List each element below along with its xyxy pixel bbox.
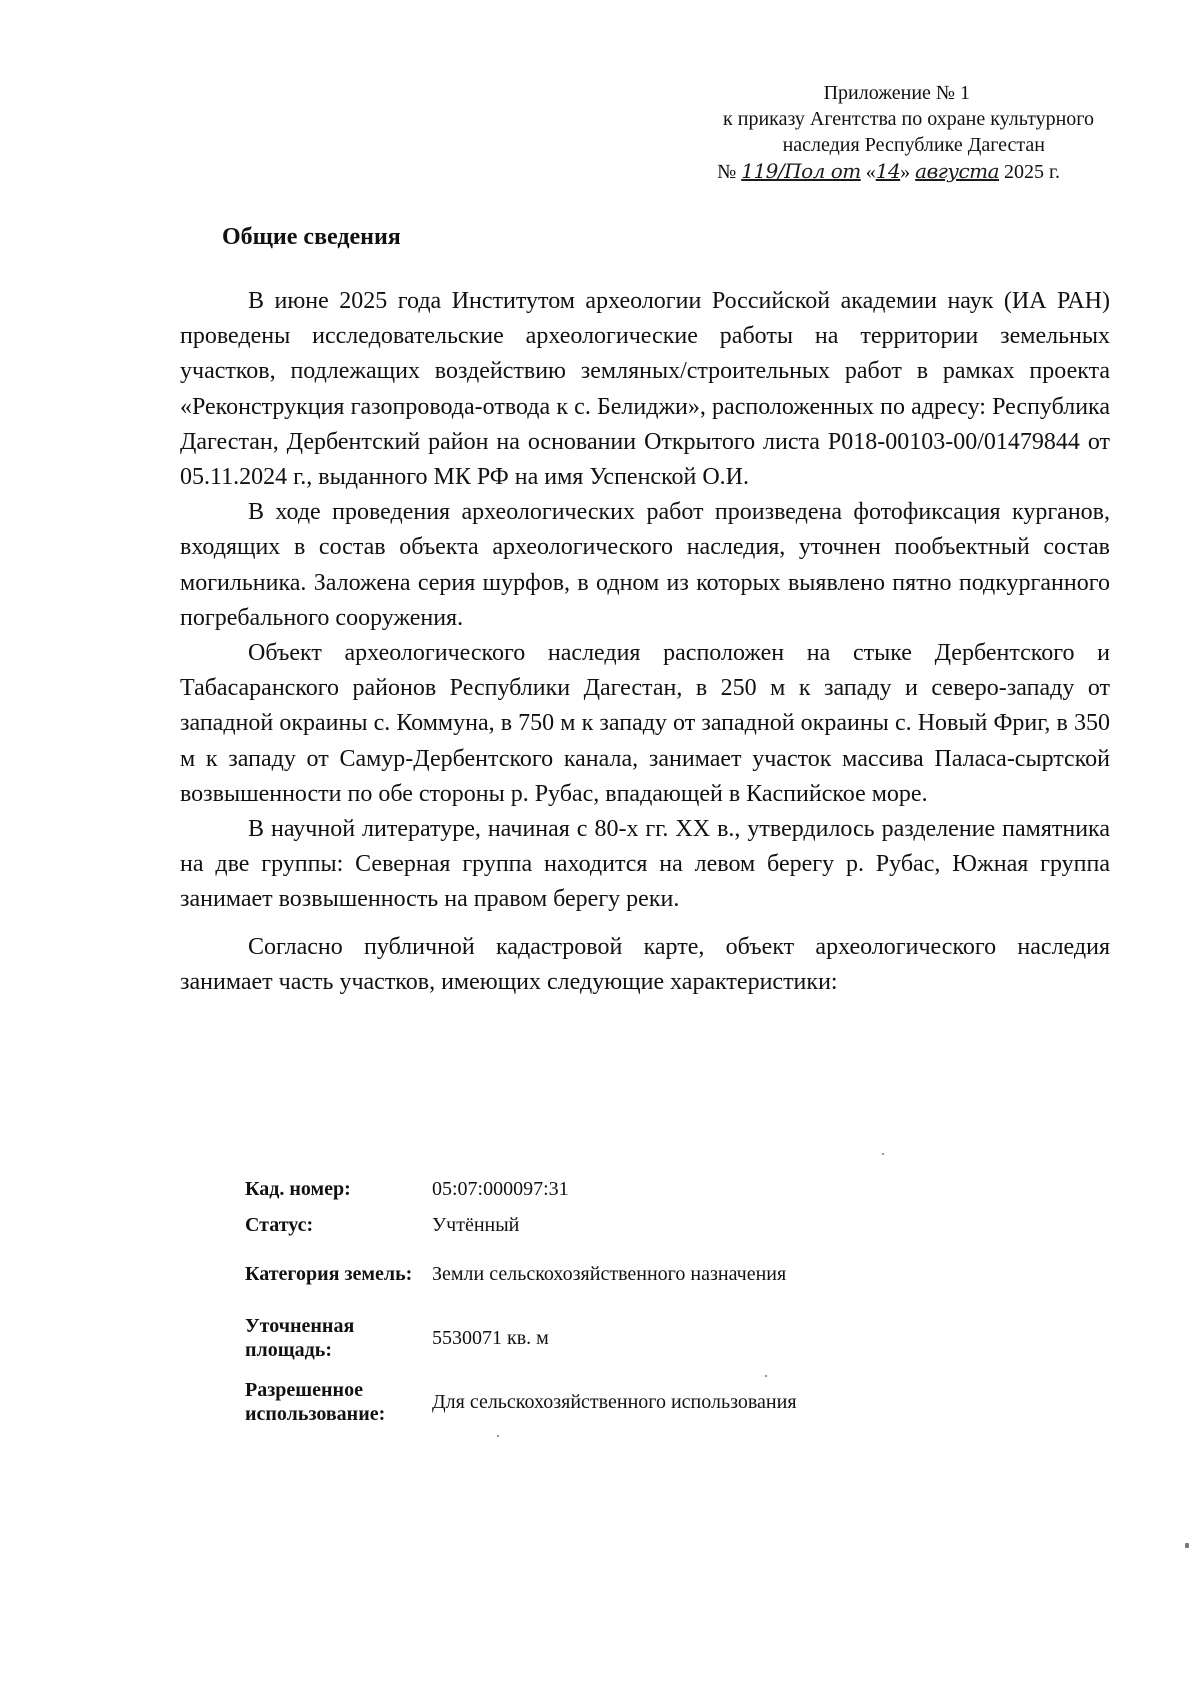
appendix-agency-line: наследия Республике Дагестан: [782, 134, 1045, 156]
cadastral-label: Кад. номер:: [245, 1178, 351, 1200]
cadastral-label: Уточненная площадь:: [245, 1315, 355, 1361]
handwritten-order-number: 119/Пол от: [741, 159, 861, 183]
paragraph-cadastral-intro: Согласно публичной кадастровой карте, объект археологического наследия занимает часть участков, имеющих следующие характеристики:: [180, 933, 1110, 995]
paragraph-location: Объект археологического наследия расположен на стыке Дербентского и Табасаранского районов Республики Дагестан, в 250 м к западу и северо-западу от западной окраины с. Коммуна, в 750 м к западу от западной окраины с. Новый Фриг, в 350 м к западу от Самур-Дербентского канала, занимает участок массива Паласа-сыртской возвышенности по обе стороны р. Рубас, впадающей в Каспийское море.: [180, 640, 1110, 807]
table-row: [245, 1370, 797, 1434]
cadastral-label: Разрешенное использование:: [245, 1379, 386, 1425]
table-row: [245, 1242, 797, 1306]
scan-speck: [882, 1153, 884, 1155]
appendix-order-line: к приказу Агентства по охране культурного: [723, 108, 1094, 130]
table-row: [245, 1306, 797, 1370]
appendix-header: [580, 80, 1100, 185]
cadastral-value: Учтённый: [432, 1214, 520, 1236]
cadastral-label: Статус:: [245, 1214, 314, 1236]
paragraph-photofixation: В ходе проведения археологических работ произведена фотофиксация курганов, входящих в состав объекта археологического наследия, уточнен пообъектный состав могильника. Заложена серия шурфов, в одном из которых выявлено пятно подкурганного погребального сооружения.: [180, 499, 1110, 631]
number-sign: №: [717, 161, 737, 183]
handwritten-day: 14: [875, 159, 901, 183]
order-year: 2025 г.: [1004, 161, 1060, 183]
paragraph-literature: В научной литературе, начиная с 80-х гг. XX в., утвердилось разделение памятника на две группы: Северная группа находится на левом берегу р. Рубас, Южная группа занимает возвышенность на правом берегу реки.: [180, 816, 1110, 913]
section-heading: Общие сведения: [222, 224, 401, 250]
appendix-number-date-line: [580, 158, 1100, 185]
cadastral-value: 05:07:000097:31: [432, 1178, 569, 1200]
scan-speck: [1185, 1543, 1189, 1548]
cadastral-table: [245, 1170, 797, 1434]
scan-speck: [765, 1375, 767, 1377]
cadastral-label: Категория земель:: [245, 1263, 413, 1285]
day-open-quote: «: [865, 161, 876, 183]
table-row: [245, 1170, 797, 1208]
body-text: [180, 284, 1110, 1000]
scan-speck: [497, 1435, 499, 1437]
cadastral-value: Земли сельскохозяйственного назначения: [432, 1263, 787, 1285]
handwritten-month: августа: [915, 159, 1000, 183]
cadastral-value: 5530071 кв. м: [432, 1327, 549, 1349]
table-row: [245, 1208, 797, 1242]
paragraph-works: В июне 2025 года Институтом археологии Российской академии наук (ИА РАН) проведены исследовательские археологические работы на территории земельных участков, подлежащих воздействию земляных/строительных работ в рамках проекта «Реконструкция газопровода-отвода к с. Белиджи», расположенных по адресу: Республика Дагестан, Дербентский район на основании Открытого листа Р018-00103-00/01479844 от 05.11.2024 г., выданного МК РФ на имя Успенской О.И.: [180, 288, 1110, 491]
day-close-quote: »: [900, 161, 911, 183]
appendix-title: Приложение № 1: [823, 82, 970, 104]
cadastral-value: Для сельскохозяйственного использования: [432, 1391, 797, 1413]
